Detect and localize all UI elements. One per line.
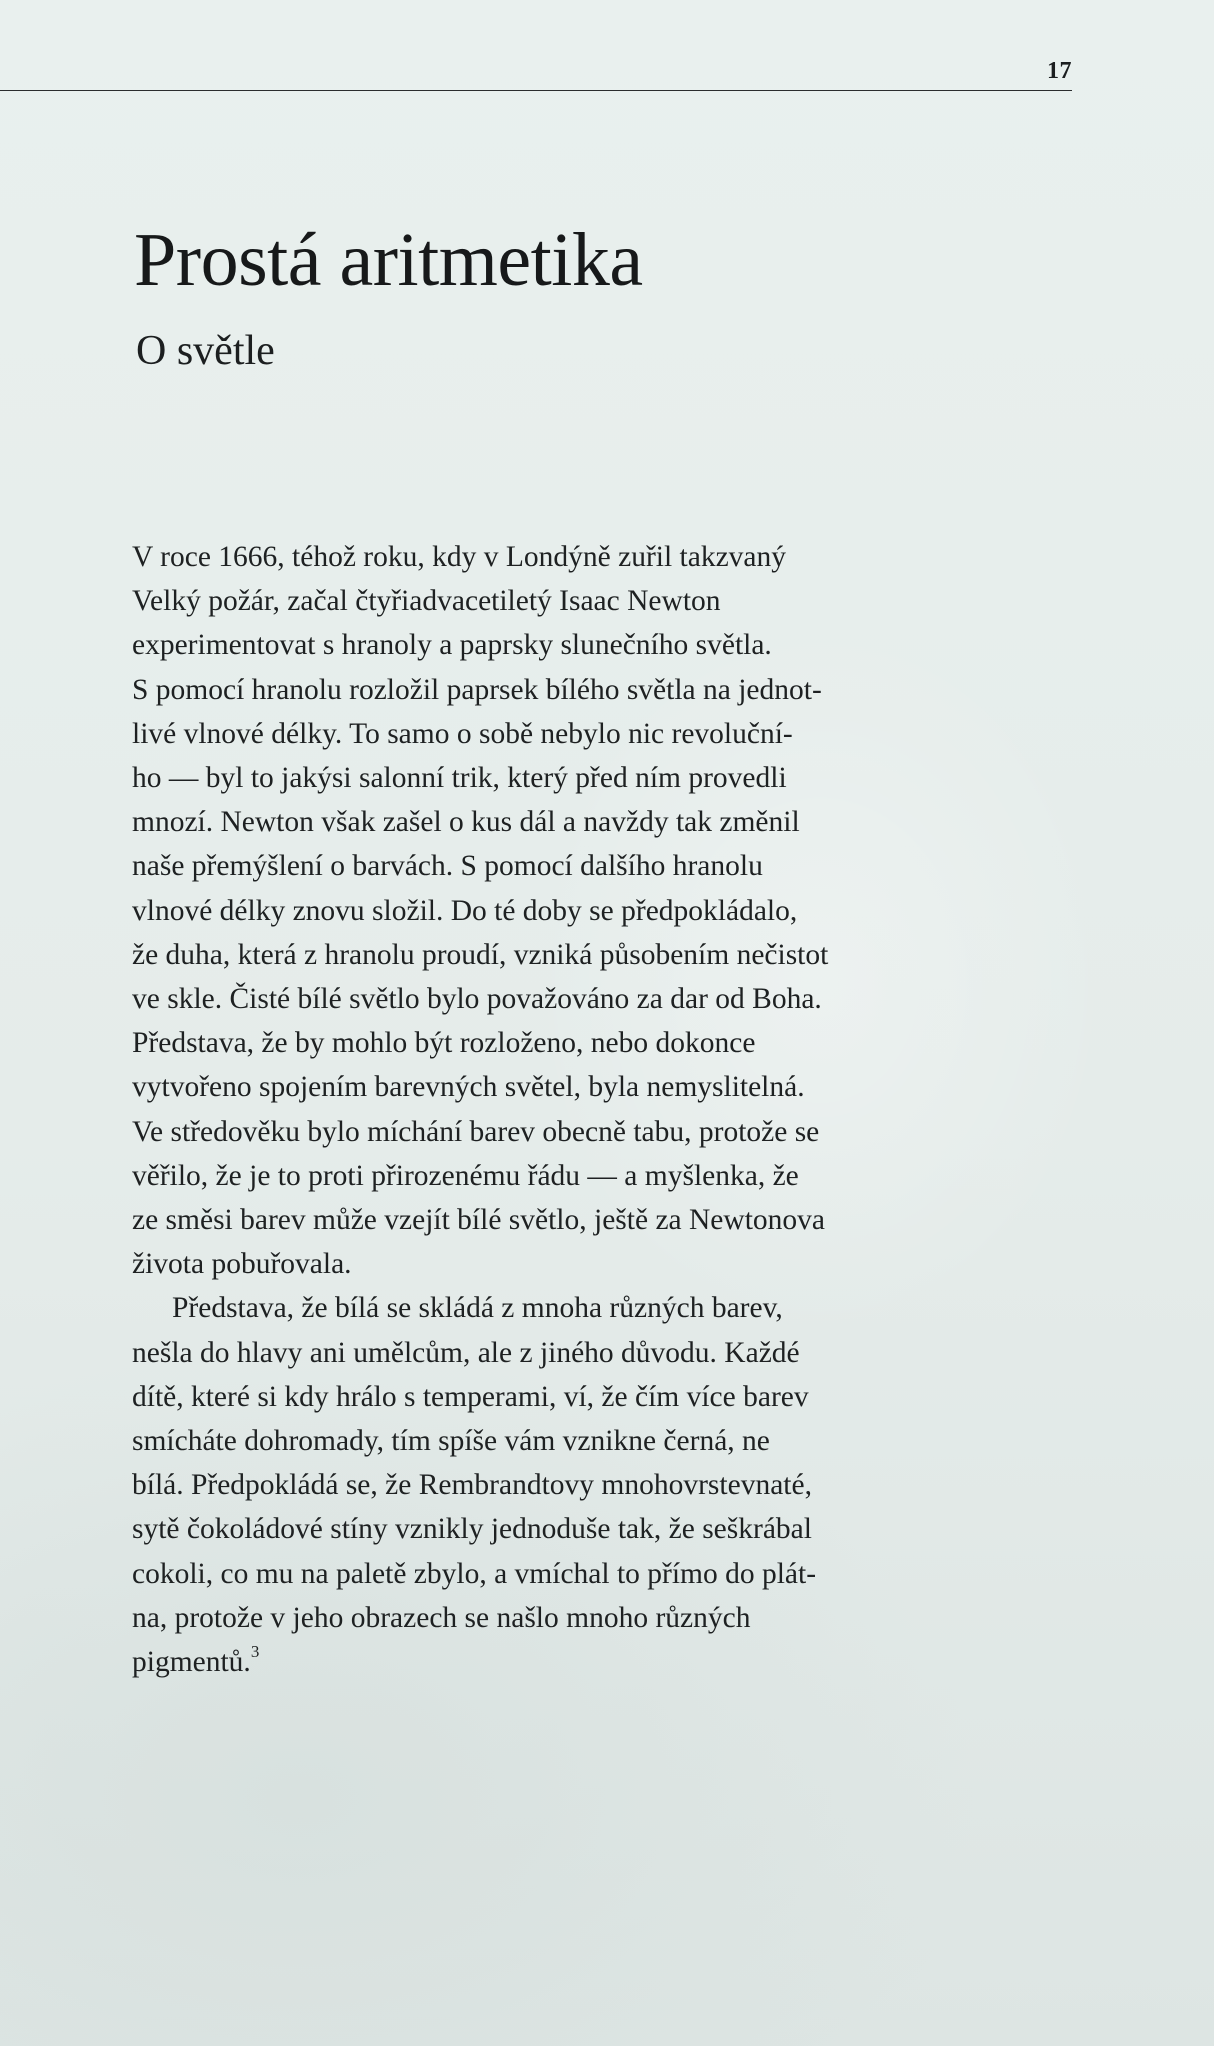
- text-line: vlnové délky znovu složil. Do té doby se předpokládalo,: [132, 894, 798, 927]
- footnote-reference[interactable]: 3: [250, 1642, 260, 1662]
- text-line: experimentovat s hranoly a paprsky slunečního světla.: [132, 629, 772, 662]
- text-line: Představa, že bílá se skládá z mnoha různých barev,: [172, 1292, 783, 1325]
- page-number: 17: [1047, 58, 1072, 84]
- chapter-title: Prostá aritmetika: [134, 218, 643, 302]
- text-line: že duha, která z hranolu proudí, vzniká působením nečistot: [132, 938, 829, 971]
- text-line: bílá. Předpokládá se, že Rembrandtovy mnohovrstevnaté,: [132, 1469, 812, 1502]
- text-line: života pobuřovala.: [132, 1248, 352, 1281]
- header-rule: [0, 90, 1072, 91]
- text-line: věřilo, že je to proti přirozenému řádu — a myšlenka, že: [132, 1159, 799, 1192]
- body-text: [132, 535, 952, 1684]
- text-line: cokoli, co mu na paletě zbylo, a vmíchal to přímo do plát-: [132, 1557, 817, 1590]
- text-line: ze směsi barev může vzejít bílé světlo, ještě za Newtonova: [132, 1204, 825, 1237]
- text-line: Velký požár, začal čtyřiadvacetiletý Isaac Newton: [132, 585, 721, 618]
- text-line: S pomocí hranolu rozložil paprsek bílého světla na jednot-: [132, 673, 822, 706]
- text-line: na, protože v jeho obrazech se našlo mnoho různých: [132, 1601, 751, 1634]
- text-line: naše přemýšlení o barvách. S pomocí dalšího hranolu: [132, 850, 763, 883]
- text-line: dítě, které si kdy hrálo s temperami, ví, že čím více barev: [132, 1380, 809, 1413]
- text-line: nešla do hlavy ani umělcům, ale z jiného důvodu. Každé: [132, 1336, 800, 1369]
- chapter-subtitle: O světle: [136, 328, 275, 374]
- text-line: livé vlnové délky. To samo o sobě nebylo nic revoluční-: [132, 717, 793, 750]
- text-line: sytě čokoládové stíny vznikly jednoduše tak, že seškrábal: [132, 1513, 812, 1546]
- text-line: ho — byl to jakýsi salonní trik, který před ním provedli: [132, 762, 787, 795]
- text-line: V roce 1666, téhož roku, kdy v Londýně zuřil takzvaný: [132, 541, 787, 573]
- text-line: Představa, že by mohlo být rozloženo, nebo dokonce: [132, 1027, 756, 1060]
- text-line: ve skle. Čisté bílé světlo bylo považováno za dar od Boha.: [132, 983, 822, 1016]
- text-line: mnozí. Newton však zašel o kus dál a navždy tak změnil: [132, 806, 800, 839]
- text-line: smícháte dohromady, tím spíše vám vznikne černá, ne: [132, 1425, 770, 1458]
- last-text-line: [132, 1640, 952, 1684]
- text-line-content: pigmentů.: [132, 1646, 251, 1679]
- text-line: vytvořeno spojením barevných světel, byla nemyslitelná.: [132, 1071, 805, 1104]
- text-line: Ve středověku bylo míchání barev obecně tabu, protože se: [132, 1115, 820, 1148]
